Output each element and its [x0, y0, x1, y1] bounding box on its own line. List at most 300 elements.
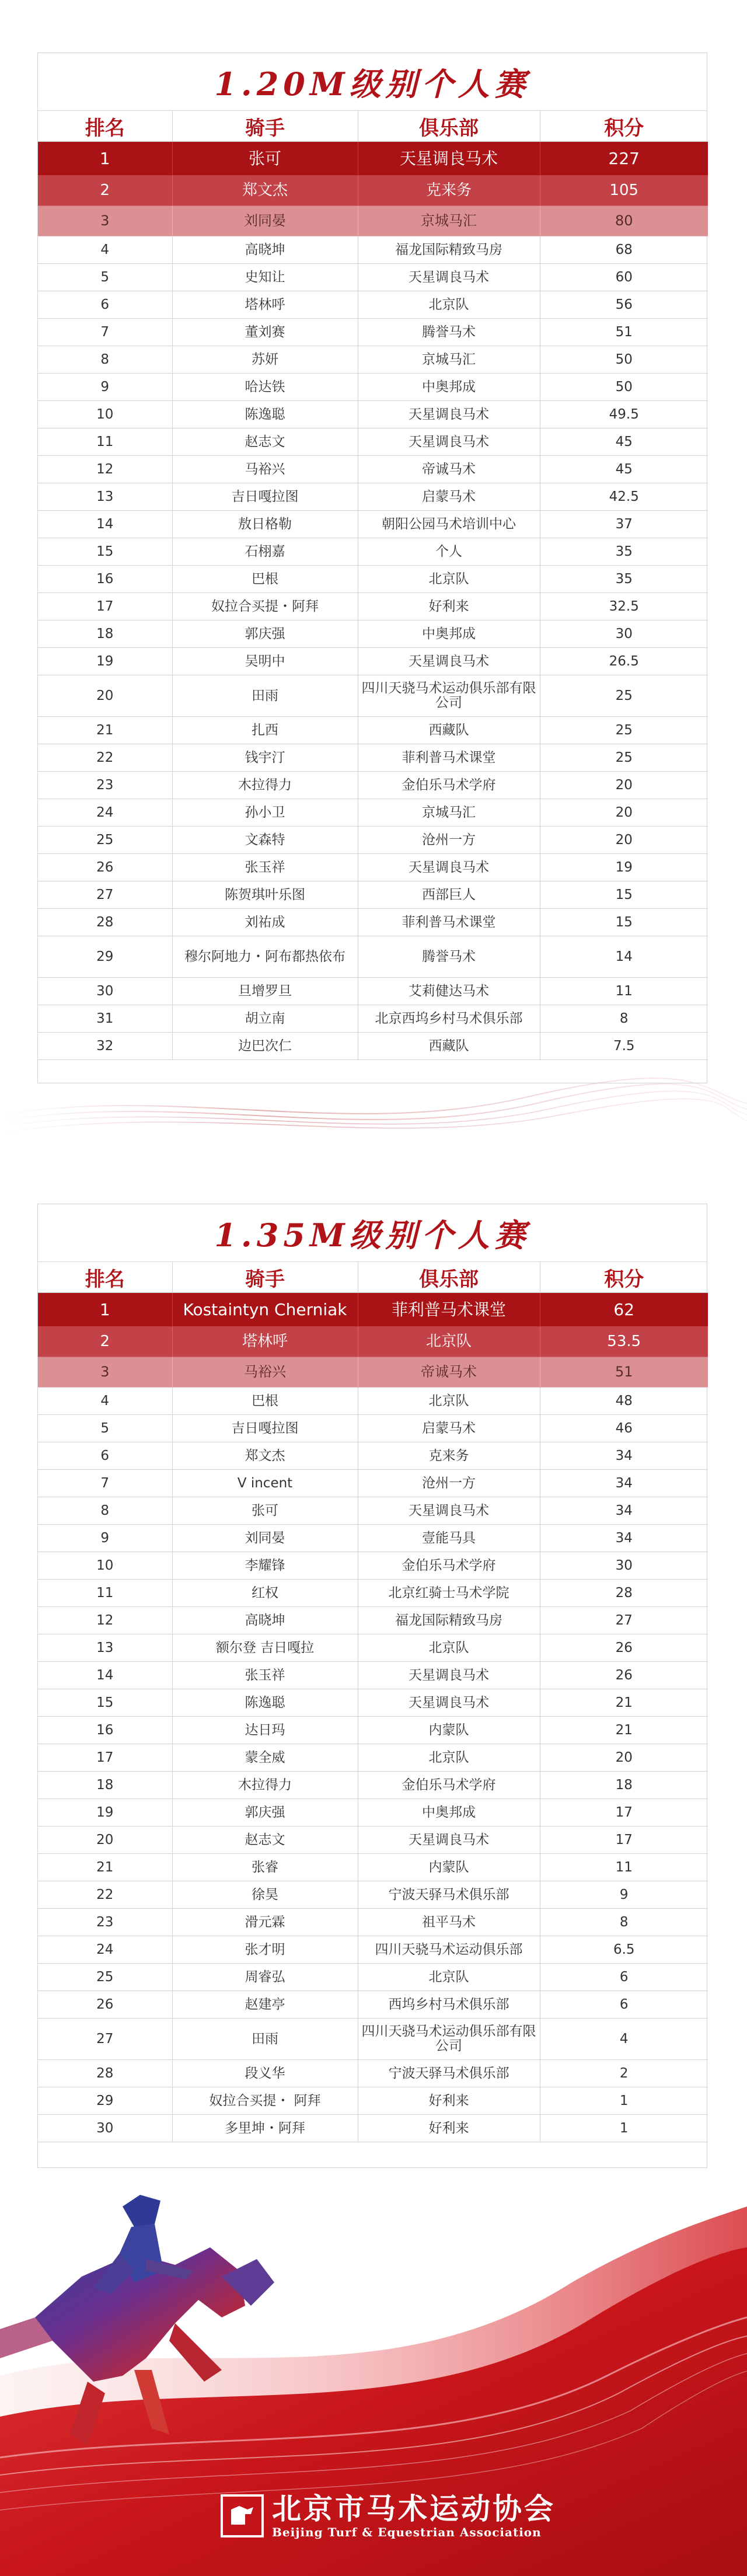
table-row [38, 1388, 708, 1415]
cell-rank: 27 [38, 881, 172, 909]
cell-club: 内蒙队 [358, 1717, 540, 1744]
cell-rank: 24 [38, 799, 172, 827]
cell-points: 46 [540, 1415, 708, 1442]
cell-points: 26 [540, 1634, 708, 1662]
table-row [38, 675, 708, 717]
cell-rider: 滑元霖 [172, 1909, 358, 1936]
cell-rider: 边巴次仁 [172, 1033, 358, 1060]
cell-rider: 哈达铁 [172, 374, 358, 401]
cell-club: 四川天骁马术运动俱乐部有限公司 [358, 2019, 540, 2060]
table-row [38, 1909, 708, 1936]
table-row [38, 538, 708, 566]
cell-points: 42.5 [540, 483, 708, 511]
cell-rider: 胡立南 [172, 1005, 358, 1033]
cell-club: 好利来 [358, 2115, 540, 2142]
cell-club: 菲利普马术课堂 [358, 1293, 540, 1327]
cell-rank: 5 [38, 1415, 172, 1442]
cell-rider: 蒙全威 [172, 1744, 358, 1772]
cell-club: 中奥邦成 [358, 1799, 540, 1826]
cell-points: 11 [540, 1854, 708, 1881]
cell-rank: 23 [38, 772, 172, 799]
cell-rank: 20 [38, 1826, 172, 1854]
table-row [38, 1552, 708, 1580]
cell-rider: 郑文杰 [172, 1442, 358, 1470]
cell-rider: 田雨 [172, 675, 358, 717]
org-name-en: Beijing Turf & Equestrian Association [272, 2525, 542, 2539]
cell-rank: 21 [38, 717, 172, 744]
cell-rider: 苏妍 [172, 346, 358, 374]
cell-rider: 红权 [172, 1580, 358, 1607]
cell-club: 北京队 [358, 1327, 540, 1357]
cell-rank: 16 [38, 1717, 172, 1744]
cell-rider: 木拉得力 [172, 772, 358, 799]
header-rank: 排名 [38, 1262, 172, 1293]
cell-points: 14 [540, 936, 708, 978]
table-row [38, 772, 708, 799]
cell-rank: 9 [38, 374, 172, 401]
cell-club: 天星调良马术 [358, 1826, 540, 1854]
cell-rider: 张睿 [172, 1854, 358, 1881]
cell-rider: 陈逸聪 [172, 1689, 358, 1717]
cell-club: 内蒙队 [358, 1854, 540, 1881]
table-row [38, 236, 708, 264]
table-row [38, 1607, 708, 1634]
cell-rank: 21 [38, 1854, 172, 1881]
cell-club: 金伯乐马术学府 [358, 1552, 540, 1580]
cell-points: 20 [540, 1744, 708, 1772]
cell-club: 天星调良马术 [358, 854, 540, 881]
table-row [38, 648, 708, 675]
cell-points: 7.5 [540, 1033, 708, 1060]
table-row [38, 1634, 708, 1662]
ranking-panel-120m [37, 53, 707, 1083]
cell-rank: 28 [38, 2060, 172, 2087]
cell-rider: 吉日嘎拉图 [172, 1415, 358, 1442]
cell-points: 9 [540, 1881, 708, 1909]
table-row [38, 176, 708, 206]
cell-points: 227 [540, 142, 708, 176]
cell-rider: 董刘赛 [172, 319, 358, 346]
table-row [38, 621, 708, 648]
table-row [38, 1415, 708, 1442]
cell-rider: 穆尔阿地力・阿布都热依布 [172, 936, 358, 978]
cell-rider: Kostaintyn Cherniak [172, 1293, 358, 1327]
cell-club: 启蒙马术 [358, 1415, 540, 1442]
cell-rider: V incent [172, 1470, 358, 1497]
header-points: 积分 [540, 111, 708, 142]
cell-points: 21 [540, 1717, 708, 1744]
cell-club: 西坞乡村马术俱乐部 [358, 1991, 540, 2019]
cell-points: 18 [540, 1772, 708, 1799]
table-row [38, 978, 708, 1005]
cell-rider: 赵志文 [172, 428, 358, 456]
table-row [38, 428, 708, 456]
cell-points: 53.5 [540, 1327, 708, 1357]
cell-rider: 额尔登 吉日嘎拉 [172, 1634, 358, 1662]
cell-club: 京城马汇 [358, 346, 540, 374]
cell-rider: 马裕兴 [172, 1357, 358, 1388]
table-row [38, 1936, 708, 1964]
cell-points: 1 [540, 2087, 708, 2115]
cell-points: 105 [540, 176, 708, 206]
cell-points: 56 [540, 291, 708, 319]
cell-rank: 25 [38, 827, 172, 854]
cell-points: 34 [540, 1470, 708, 1497]
table-row [38, 1717, 708, 1744]
cell-club: 北京红骑士马术学院 [358, 1580, 540, 1607]
cell-club: 腾誉马术 [358, 319, 540, 346]
table-row [38, 1327, 708, 1357]
cell-rank: 3 [38, 1357, 172, 1388]
table-row [38, 566, 708, 593]
cell-points: 25 [540, 744, 708, 772]
table-row [38, 1442, 708, 1470]
cell-rider: 奴拉合买提・ 阿拜 [172, 2087, 358, 2115]
cell-club: 中奥邦成 [358, 621, 540, 648]
cell-club: 北京队 [358, 566, 540, 593]
section-title: 1.20M级别个人赛 [38, 53, 707, 111]
cell-points: 15 [540, 881, 708, 909]
cell-points: 8 [540, 1909, 708, 1936]
table-row [38, 2087, 708, 2115]
cell-points: 50 [540, 346, 708, 374]
cell-club: 天星调良马术 [358, 648, 540, 675]
cell-rider: 刘同晏 [172, 206, 358, 236]
cell-club: 西藏队 [358, 717, 540, 744]
table-row [38, 1293, 708, 1327]
cell-rank: 20 [38, 675, 172, 717]
cell-club: 京城马汇 [358, 206, 540, 236]
table-row [38, 456, 708, 483]
cell-points: 17 [540, 1799, 708, 1826]
cell-rank: 3 [38, 206, 172, 236]
cell-club: 天星调良马术 [358, 1689, 540, 1717]
cell-rider: 马裕兴 [172, 456, 358, 483]
cell-points: 45 [540, 428, 708, 456]
cell-points: 80 [540, 206, 708, 236]
cell-points: 26 [540, 1662, 708, 1689]
cell-rank: 6 [38, 1442, 172, 1470]
cell-rank: 8 [38, 1497, 172, 1525]
cell-rank: 16 [38, 566, 172, 593]
cell-rider: 张才明 [172, 1936, 358, 1964]
cell-club: 艾莉健达马术 [358, 978, 540, 1005]
table-row [38, 1689, 708, 1717]
cell-rank: 8 [38, 346, 172, 374]
cell-rank: 14 [38, 1662, 172, 1689]
cell-club: 祖平马术 [358, 1909, 540, 1936]
table-row [38, 909, 708, 936]
header-rider: 骑手 [172, 1262, 358, 1293]
table-row [38, 1772, 708, 1799]
cell-club: 北京队 [358, 291, 540, 319]
cell-rider: 吴明中 [172, 648, 358, 675]
table-row [38, 346, 708, 374]
cell-rider: 达日玛 [172, 1717, 358, 1744]
cell-rider: 段义华 [172, 2060, 358, 2087]
cell-points: 6 [540, 1964, 708, 1991]
cell-points: 2 [540, 2060, 708, 2087]
cell-rank: 4 [38, 236, 172, 264]
cell-rank: 26 [38, 854, 172, 881]
table-row [38, 142, 708, 176]
cell-rank: 9 [38, 1525, 172, 1552]
cell-rank: 12 [38, 1607, 172, 1634]
ranking-panel-135m [37, 1204, 707, 2168]
cell-points: 1 [540, 2115, 708, 2142]
cell-rank: 10 [38, 401, 172, 428]
cell-rider: 文森特 [172, 827, 358, 854]
header-club: 俱乐部 [358, 1262, 540, 1293]
cell-points: 28 [540, 1580, 708, 1607]
cell-points: 48 [540, 1388, 708, 1415]
cell-club: 天星调良马术 [358, 1662, 540, 1689]
cell-club: 宁波天驿马术俱乐部 [358, 2060, 540, 2087]
cell-club: 中奥邦成 [358, 374, 540, 401]
cell-rank: 6 [38, 291, 172, 319]
cell-points: 6 [540, 1991, 708, 2019]
table-row [38, 511, 708, 538]
ranking-table [38, 1262, 708, 2142]
cell-points: 50 [540, 374, 708, 401]
cell-rider: 徐昊 [172, 1881, 358, 1909]
cell-rank: 28 [38, 909, 172, 936]
cell-points: 62 [540, 1293, 708, 1327]
cell-points: 34 [540, 1497, 708, 1525]
cell-points: 30 [540, 621, 708, 648]
cell-rank: 15 [38, 1689, 172, 1717]
cell-points: 4 [540, 2019, 708, 2060]
cell-rider: 高晓坤 [172, 236, 358, 264]
table-row [38, 854, 708, 881]
cell-rider: 塔林呼 [172, 291, 358, 319]
cell-rider: 张可 [172, 1497, 358, 1525]
cell-points: 35 [540, 538, 708, 566]
cell-rank: 31 [38, 1005, 172, 1033]
table-row [38, 1033, 708, 1060]
cell-club: 克来务 [358, 1442, 540, 1470]
cell-points: 11 [540, 978, 708, 1005]
cell-rank: 17 [38, 1744, 172, 1772]
cell-club: 金伯乐马术学府 [358, 772, 540, 799]
cell-points: 17 [540, 1826, 708, 1854]
table-row [38, 1744, 708, 1772]
cell-club: 壹能马具 [358, 1525, 540, 1552]
cell-club: 帝诚马术 [358, 456, 540, 483]
table-row [38, 717, 708, 744]
cell-points: 21 [540, 1689, 708, 1717]
cell-club: 福龙国际精致马房 [358, 1607, 540, 1634]
cell-points: 68 [540, 236, 708, 264]
table-row [38, 827, 708, 854]
table-row [38, 264, 708, 291]
cell-rank: 13 [38, 1634, 172, 1662]
cell-rider: 张可 [172, 142, 358, 176]
header-rider: 骑手 [172, 111, 358, 142]
header-club: 俱乐部 [358, 111, 540, 142]
cell-rank: 18 [38, 621, 172, 648]
cell-rank: 29 [38, 936, 172, 978]
cell-rider: 木拉得力 [172, 1772, 358, 1799]
cell-points: 20 [540, 799, 708, 827]
cell-rank: 14 [38, 511, 172, 538]
cell-club: 四川天骁马术运动俱乐部 [358, 1936, 540, 1964]
cell-rider: 敖日格勒 [172, 511, 358, 538]
cell-club: 北京队 [358, 1744, 540, 1772]
cell-rank: 10 [38, 1552, 172, 1580]
cell-rider: 张玉祥 [172, 854, 358, 881]
table-row [38, 881, 708, 909]
table-row [38, 374, 708, 401]
cell-rank: 17 [38, 593, 172, 621]
table-row [38, 1854, 708, 1881]
cell-points: 60 [540, 264, 708, 291]
cell-rider: 高晓坤 [172, 1607, 358, 1634]
cell-rank: 7 [38, 1470, 172, 1497]
cell-club: 金伯乐马术学府 [358, 1772, 540, 1799]
cell-rider: 石栩嘉 [172, 538, 358, 566]
cell-points: 26.5 [540, 648, 708, 675]
cell-club: 北京队 [358, 1964, 540, 1991]
table-header-row [38, 111, 708, 142]
cell-rank: 2 [38, 176, 172, 206]
cell-rank: 15 [38, 538, 172, 566]
table-row [38, 1497, 708, 1525]
cell-rider: 刘同晏 [172, 1525, 358, 1552]
cell-rank: 7 [38, 319, 172, 346]
table-row [38, 1005, 708, 1033]
table-row [38, 2115, 708, 2142]
table-row [38, 1662, 708, 1689]
table-row [38, 483, 708, 511]
header-rank: 排名 [38, 111, 172, 142]
table-body [38, 1293, 708, 2142]
cell-rider: 李耀锋 [172, 1552, 358, 1580]
cell-club: 启蒙马术 [358, 483, 540, 511]
cell-points: 34 [540, 1525, 708, 1552]
table-row [38, 1881, 708, 1909]
cell-club: 腾誉马术 [358, 936, 540, 978]
cell-club: 西部巨人 [358, 881, 540, 909]
cell-club: 好利来 [358, 2087, 540, 2115]
cell-rank: 12 [38, 456, 172, 483]
cell-rider: 陈逸聪 [172, 401, 358, 428]
cell-rank: 25 [38, 1964, 172, 1991]
association-logo-icon [221, 2494, 264, 2537]
cell-club: 沧州一方 [358, 827, 540, 854]
cell-rider: 郭庆强 [172, 621, 358, 648]
cell-points: 25 [540, 717, 708, 744]
cell-rank: 32 [38, 1033, 172, 1060]
cell-points: 20 [540, 827, 708, 854]
table-row [38, 206, 708, 236]
cell-club: 朝阳公园马术培训中心 [358, 511, 540, 538]
cell-points: 19 [540, 854, 708, 881]
table-row [38, 2060, 708, 2087]
section-title: 1.35M级别个人赛 [38, 1204, 707, 1262]
cell-points: 32.5 [540, 593, 708, 621]
cell-rank: 5 [38, 264, 172, 291]
cell-rider: 孙小卫 [172, 799, 358, 827]
cell-rank: 19 [38, 1799, 172, 1826]
footer-banner [0, 2183, 747, 2576]
cell-rank: 13 [38, 483, 172, 511]
cell-rank: 23 [38, 1909, 172, 1936]
wave-decoration [0, 1074, 747, 1150]
table-header-row [38, 1262, 708, 1293]
cell-rider: 扎西 [172, 717, 358, 744]
cell-club: 北京队 [358, 1388, 540, 1415]
cell-rider: 刘祐成 [172, 909, 358, 936]
cell-club: 天星调良马术 [358, 401, 540, 428]
cell-club: 四川天骁马术运动俱乐部有限公司 [358, 675, 540, 717]
cell-rider: 赵建亭 [172, 1991, 358, 2019]
cell-rank: 30 [38, 2115, 172, 2142]
cell-club: 沧州一方 [358, 1470, 540, 1497]
table-row [38, 744, 708, 772]
cell-rank: 30 [38, 978, 172, 1005]
cell-rider: 史知让 [172, 264, 358, 291]
cell-club: 北京队 [358, 1634, 540, 1662]
table-row [38, 799, 708, 827]
cell-club: 好利来 [358, 593, 540, 621]
cell-rank: 27 [38, 2019, 172, 2060]
cell-points: 6.5 [540, 1936, 708, 1964]
cell-rider: 张玉祥 [172, 1662, 358, 1689]
cell-rider: 周睿弘 [172, 1964, 358, 1991]
cell-rider: 旦增罗旦 [172, 978, 358, 1005]
header-points: 积分 [540, 1262, 708, 1293]
cell-rank: 1 [38, 1293, 172, 1327]
cell-points: 30 [540, 1552, 708, 1580]
cell-club: 福龙国际精致马房 [358, 236, 540, 264]
cell-rank: 22 [38, 1881, 172, 1909]
cell-club: 帝诚马术 [358, 1357, 540, 1388]
cell-rank: 18 [38, 1772, 172, 1799]
cell-club: 京城马汇 [358, 799, 540, 827]
cell-points: 45 [540, 456, 708, 483]
cell-points: 27 [540, 1607, 708, 1634]
cell-rider: 郭庆强 [172, 1799, 358, 1826]
cell-points: 35 [540, 566, 708, 593]
org-brand [221, 2493, 556, 2539]
cell-points: 34 [540, 1442, 708, 1470]
cell-rank: 11 [38, 1580, 172, 1607]
table-row [38, 1357, 708, 1388]
cell-points: 37 [540, 511, 708, 538]
table-row [38, 1525, 708, 1552]
cell-rank: 29 [38, 2087, 172, 2115]
table-row [38, 936, 708, 978]
table-row [38, 1991, 708, 2019]
cell-club: 菲利普马术课堂 [358, 744, 540, 772]
table-row [38, 401, 708, 428]
table-row [38, 1470, 708, 1497]
cell-club: 天星调良马术 [358, 142, 540, 176]
cell-points: 15 [540, 909, 708, 936]
table-body [38, 142, 708, 1060]
cell-club: 西藏队 [358, 1033, 540, 1060]
table-row [38, 1799, 708, 1826]
ranking-table [38, 111, 708, 1060]
cell-rank: 1 [38, 142, 172, 176]
cell-rider: 陈贺琪叶乐图 [172, 881, 358, 909]
cell-points: 51 [540, 1357, 708, 1388]
cell-club: 宁波天驿马术俱乐部 [358, 1881, 540, 1909]
cell-points: 51 [540, 319, 708, 346]
cell-rider: 塔林呼 [172, 1327, 358, 1357]
cell-rank: 4 [38, 1388, 172, 1415]
